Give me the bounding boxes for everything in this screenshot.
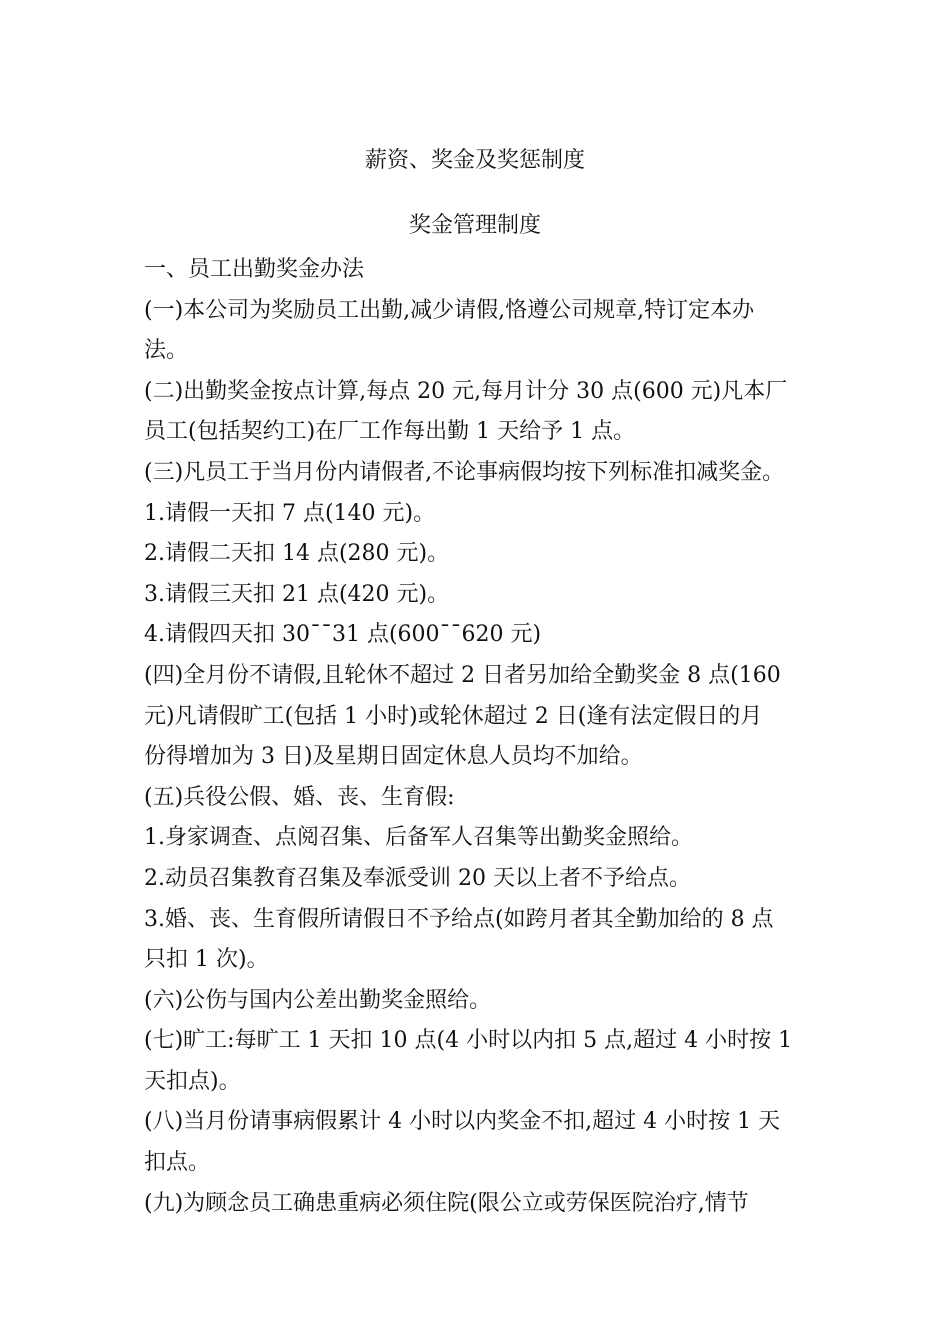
paragraph-line: 天扣点)。 <box>144 1068 241 1094</box>
paragraph-line: (八)当月份请事病假累计 4 小时以内奖金不扣,超过 4 小时按 1 天 <box>144 1109 781 1135</box>
paragraph-line: 员工(包括契约工)在厂工作每出勤 1 天给予 1 点。 <box>144 419 636 445</box>
list-item: 1.身家调查、点阅召集、后备军人召集等出勤奖金照给。 <box>144 825 693 851</box>
list-item: 3.婚、丧、生育假所请假日不予给点(如跨月者其全勤加给的 8 点 <box>144 906 774 932</box>
document-subtitle: 奖金管理制度 <box>408 213 541 238</box>
list-item: 只扣 1 次)。 <box>144 947 269 973</box>
paragraph-line: 元)凡请假旷工(包括 1 小时)或轮休超过 2 日(逢有法定假日的月 <box>144 703 763 729</box>
paragraph-line: (五)兵役公假、婚、丧、生育假: <box>144 784 455 810</box>
paragraph-line: (三)凡员工于当月份内请假者,不论事病假均按下列标准扣减奖金。 <box>144 459 785 485</box>
paragraph-line: (六)公伤与国内公差出勤奖金照给。 <box>144 987 492 1013</box>
paragraph-line: (九)为顾念员工确患重病必须住院(限公立或劳保医院治疗,情节 <box>144 1190 749 1216</box>
list-item: 2.动员召集教育召集及奉派受训 20 天以上者不予给点。 <box>144 865 691 891</box>
section-heading: 一、员工出勤奖金办法 <box>144 257 365 282</box>
list-item: 1.请假一天扣 7 点(140 元)。 <box>144 500 436 526</box>
list-item: 4.请假四天扣 30¯¯31 点(600¯¯620 元) <box>144 622 542 648</box>
paragraph-line: (七)旷工:每旷工 1 天扣 10 点(4 小时以内扣 5 点,超过 4 小时按 1 <box>144 1028 793 1054</box>
paragraph-line: (一)本公司为奖励员工出勤,减少请假,恪遵公司规章,特订定本办 <box>144 297 755 323</box>
document-title: 薪资、奖金及奖惩制度 <box>364 148 585 173</box>
paragraph-line: (四)全月份不请假,且轮休不超过 2 日者另加给全勤奖金 8 点(160 <box>144 662 781 688</box>
paragraph-line: 扣点。 <box>144 1150 211 1176</box>
list-item: 2.请假二天扣 14 点(280 元)。 <box>144 541 450 567</box>
paragraph-line: (二)出勤奖金按点计算,每点 20 元,每月计分 30 点(600 元)凡本厂 <box>144 378 788 404</box>
paragraph-line: 法。 <box>144 338 189 364</box>
list-item: 3.请假三天扣 21 点(420 元)。 <box>144 581 450 607</box>
paragraph-line: 份得增加为 3 日)及星期日固定休息人员均不加给。 <box>144 744 643 770</box>
document-body <box>144 250 820 1224</box>
